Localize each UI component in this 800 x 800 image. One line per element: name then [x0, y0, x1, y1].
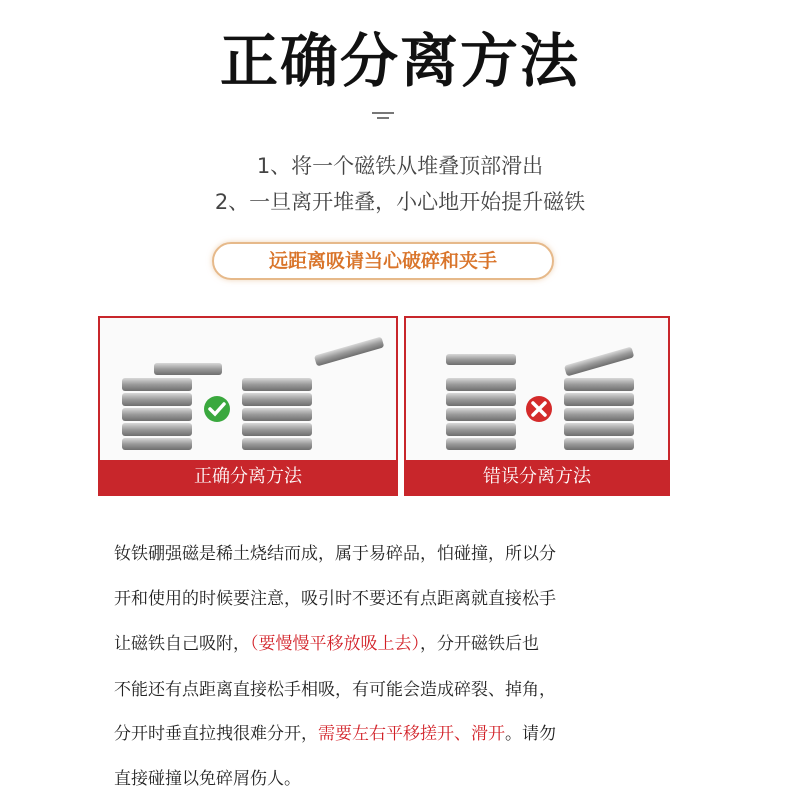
magnet-stack-icon: [446, 354, 516, 450]
magnet-stack-icon: [564, 347, 634, 450]
paragraph-line: 开和使用的时候要注意，吸引时不要还有点距离就直接松手: [114, 589, 556, 609]
paragraph-line: 钕铁硼强磁是稀土烧结而成，属于易碎品，怕碰撞，所以分: [114, 544, 556, 564]
paragraph-text: 分开时垂直拉拽很难分开，: [114, 724, 318, 744]
paragraph-line: [114, 724, 674, 744]
page-title: 正确分离方法: [219, 27, 580, 95]
wrong-method-label: 错误分离方法: [406, 460, 668, 494]
wrong-illustration: [406, 318, 668, 468]
paragraph-line: [114, 634, 674, 654]
paragraph-text: 让磁铁自己吸附，: [114, 634, 250, 654]
step-1: 1、将一个磁铁从堆叠顶部滑出: [256, 154, 544, 178]
check-icon: [204, 396, 230, 422]
correct-method-label: 正确分离方法: [100, 460, 396, 494]
correct-method-panel: [98, 316, 398, 496]
warning-pill: 远距离吸请当心破碎和夹手: [212, 242, 554, 280]
highlight-text: 需要左右平移搓开、滑开: [318, 724, 505, 744]
step-2: 2、一旦离开堆叠，小心地开始提升磁铁: [214, 190, 586, 214]
paragraph-text: 。请勿: [505, 724, 556, 744]
paragraph-line: 不能还有点距离直接松手相吸，有可能会造成碎裂、掉角，: [114, 680, 556, 700]
cross-icon: [526, 396, 552, 422]
paragraph-text: ，分开磁铁后也: [420, 634, 539, 654]
correct-illustration: [100, 318, 396, 468]
wrong-method-panel: [404, 316, 670, 496]
divider-icon: [372, 112, 394, 122]
magnet-stack-icon: [242, 337, 384, 450]
paragraph-line: 直接碰撞以免碎屑伤人。: [114, 769, 301, 789]
highlight-text: （要慢慢平移放吸上去）: [250, 634, 420, 654]
